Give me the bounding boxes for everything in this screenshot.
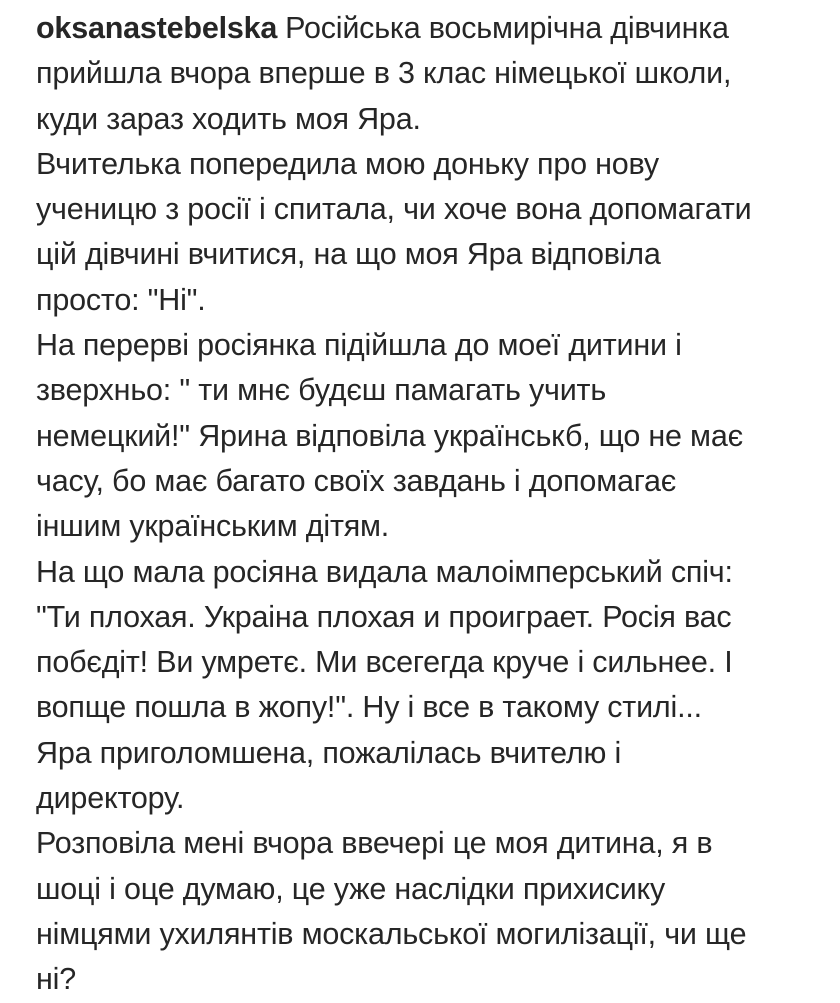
caption-line: "Ти плохая. Украіна плохая и проиграет. Росія вас: [36, 599, 732, 634]
caption-text: Російська восьмирічна дівчинка: [285, 11, 729, 45]
caption-line: прийшла вчора вперше в 3 клас німецької школи,: [36, 56, 732, 91]
caption-line: На що мала росіяна видала малоімперський спіч:: [36, 554, 733, 589]
caption-line: Розповіла мені вчора ввечері це моя дитина, я в: [36, 826, 713, 861]
caption-line: шоці і оце думаю, це уже наслідки прихисику: [36, 871, 666, 906]
caption-line: немецкий!" Ярина відповіла українськб, що не має: [36, 418, 743, 453]
caption-line: просто: "Ні".: [36, 282, 206, 317]
username-link[interactable]: oksanastebelska: [36, 11, 278, 45]
post-caption: [36, 6, 826, 1003]
caption-line: німцями ухилянтів москальської могилізації, чи ще: [36, 916, 747, 951]
caption-line: вопще пошла в жопу!". Ну і все в такому стилі...: [36, 690, 702, 725]
caption-line: ученицю з росії і спитала, чи хоче вона допомагати: [36, 192, 752, 227]
caption-line: На перерві росіянка підійшла до моеї дитини і: [36, 328, 682, 363]
caption-line-1: [36, 6, 826, 51]
caption-line: побєдіт! Ви умретє. Ми всегегда круче і сильнее. І: [36, 645, 733, 680]
caption-line: директору.: [36, 781, 185, 816]
caption-line: зверхньо: " ти мнє будєш памагать учить: [36, 373, 607, 408]
caption-line: часу, бо має багато своїх завдань і допомагає: [36, 463, 677, 498]
caption-line: Вчителька попередила мою доньку про нову: [36, 146, 659, 181]
caption-line: цій дівчині вчитися, на що моя Яра відповіла: [36, 237, 661, 272]
caption-line: іншим українським дітям.: [36, 509, 390, 544]
caption-line: Яра приголомшена, пожалілась вчителю і: [36, 735, 622, 770]
caption-line: ні?: [36, 962, 76, 997]
caption-line: куди зараз ходить моя Яра.: [36, 101, 421, 136]
